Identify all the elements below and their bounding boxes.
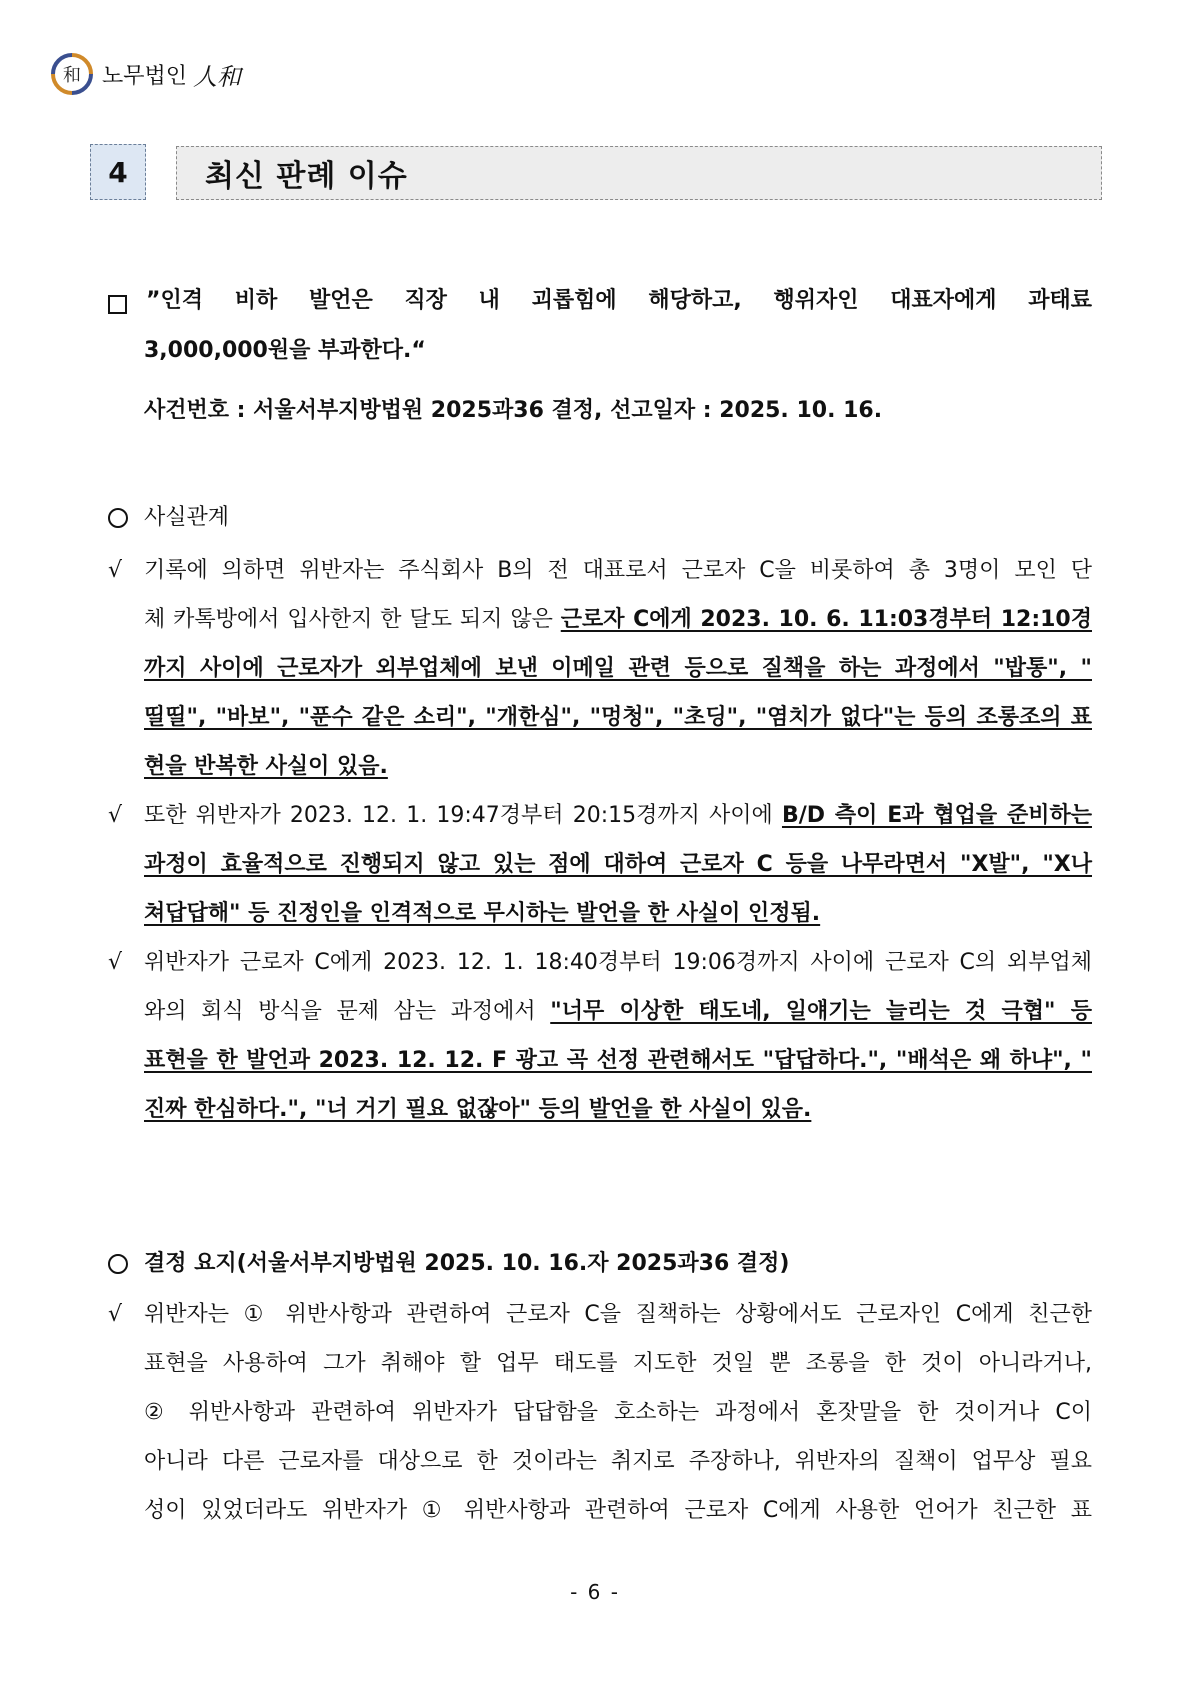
decision-heading: 결정 요지(서울서부지방법원 2025. 10. 16.자 2025과36 결정) — [144, 1251, 790, 1276]
check-mark: √ — [108, 558, 123, 583]
fact2-line-1-emphasis: B/D 측이 E과 협업을 준비하는 — [781, 803, 1092, 828]
fact3-line-2-plain: 와의 회식 방식을 문제 삼는 과정에서 — [144, 999, 551, 1024]
headline-line-1: ”인격 비하 발언은 직장 내 괴롭힘에 해당하고, 행위자인 대표자에게 과태료 — [146, 288, 1092, 313]
firm-logo-emblem — [50, 52, 94, 96]
fact1-line-2 — [144, 605, 1092, 635]
fact1-line-4: 띨띨", "바보", "푼수 같은 소리", "개한심", "멍청", "초딩", "염치가 없다"는 등의 조롱조의 표 — [144, 705, 1092, 730]
decision-line-3: ② 위반사항과 관련하여 위반자가 답답함을 호소하는 과정에서 혼잣말을 한 것이거나 C이 — [144, 1400, 1092, 1425]
check-mark: √ — [108, 950, 123, 975]
facts-heading: 사실관계 — [144, 505, 230, 530]
page-number: - 6 - — [570, 1580, 620, 1604]
fact1-line-2-emphasis: 근로자 C에게 2023. 10. 6. 11:03경부터 12:10경 — [560, 607, 1092, 632]
firm-logo — [50, 52, 241, 96]
fact3-line-2-emphasis: "너무 이상한 태도네, 일얘기는 늘리는 것 극협" 등 — [550, 999, 1092, 1024]
check-mark: √ — [108, 803, 123, 828]
fact2-line-1-plain: 또한 위반자가 2023. 12. 1. 19:47경부터 20:15경까지 사이에 — [144, 803, 782, 828]
check-mark: √ — [108, 1302, 123, 1327]
svg-text:和: 和 — [63, 65, 81, 86]
decision-line-5: 성이 있었더라도 위반자가 ① 위반사항과 관련하여 근로자 C에게 사용한 언어가 친근한 표 — [144, 1498, 1092, 1523]
circle-bullet — [108, 508, 128, 528]
fact3-line-4: 진짜 한심하다.", "너 거기 필요 없잖아" 등의 발언을 한 사실이 있음. — [144, 1097, 812, 1122]
checkbox-bullet — [108, 295, 127, 314]
section-number: 4 — [90, 144, 146, 200]
firm-name: 노무법인 — [102, 63, 188, 89]
fact2-line-1 — [144, 801, 1092, 831]
fact2-line-2: 과정이 효율적으로 진행되지 않고 있는 점에 대하여 근로자 C 등을 나무라면서 "X발", "X나 — [144, 852, 1092, 877]
headline-line-2: 3,000,000원을 부과한다.“ — [144, 338, 426, 363]
fact3-line-1: 위반자가 근로자 C에게 2023. 12. 1. 18:40경부터 19:06경까지 사이에 근로자 C의 외부업체 — [144, 950, 1092, 975]
firm-name-hanja: 人和 — [193, 62, 242, 91]
case-number-line: 사건번호 : 서울서부지방법원 2025과36 결정, 선고일자 : 2025. 10. 16. — [144, 398, 883, 423]
fact2-line-3: 쳐답답해" 등 진정인을 인격적으로 무시하는 발언을 한 사실이 인정됨. — [144, 901, 821, 926]
fact1-line-2-plain: 체 카톡방에서 입사한지 한 달도 되지 않은 — [144, 607, 561, 632]
circle-bullet — [108, 1254, 128, 1274]
fact1-line-3: 까지 사이에 근로자가 외부업체에 보낸 이메일 관련 등으로 질책을 하는 과정에서 "밥통", " — [144, 656, 1092, 681]
decision-line-4: 아니라 다른 근로자를 대상으로 한 것이라는 취지로 주장하나, 위반자의 질책이 업무상 필요 — [144, 1449, 1092, 1474]
fact1-line-1: 기록에 의하면 위반자는 주식회사 B의 전 대표로서 근로자 C을 비롯하여 총 3명이 모인 단 — [144, 558, 1092, 583]
section-title: 최신 판례 이슈 — [176, 146, 1102, 200]
fact3-line-2 — [144, 997, 1092, 1027]
decision-line-2: 표현을 사용하여 그가 취해야 할 업무 태도를 지도한 것일 뿐 조롱을 한 것이 아니라거나, — [144, 1351, 1092, 1376]
fact1-line-5: 현을 반복한 사실이 있음. — [144, 754, 388, 779]
fact3-line-3: 표현을 한 발언과 2023. 12. 12. F 광고 곡 선정 관련해서도 "답답하다.", "배석은 왜 하냐", " — [144, 1048, 1092, 1073]
decision-line-1: 위반자는 ① 위반사항과 관련하여 근로자 C을 질책하는 상황에서도 근로자인 C에게 친근한 — [144, 1302, 1092, 1327]
